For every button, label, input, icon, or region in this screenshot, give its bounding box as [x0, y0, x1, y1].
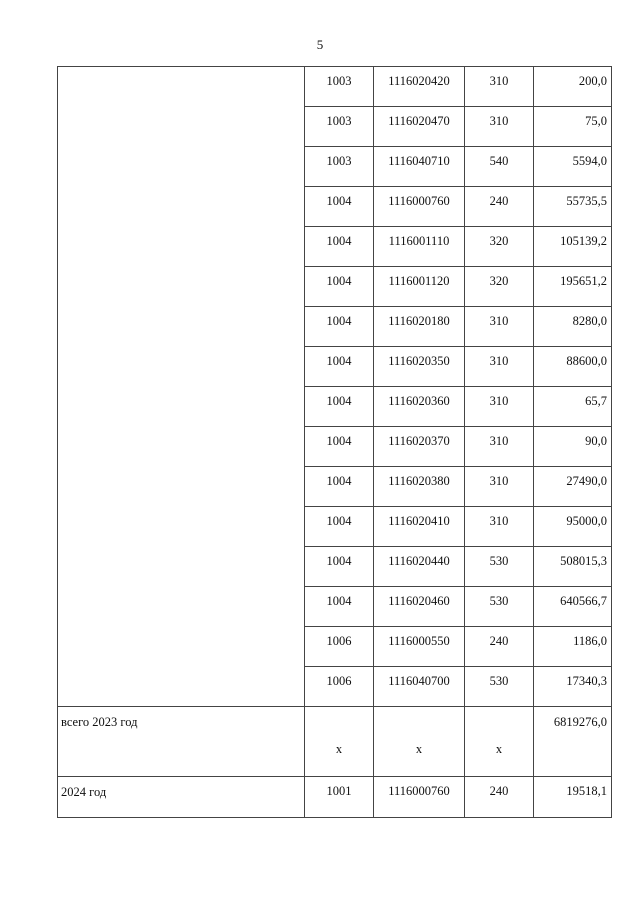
budget-table [57, 66, 612, 818]
target-code-cell: 1116020360 [374, 387, 465, 427]
amount-cell: 95000,0 [534, 507, 612, 547]
section-cell: 1006 [305, 667, 374, 707]
amount-cell: 75,0 [534, 107, 612, 147]
target-code-cell: 1116001110 [374, 227, 465, 267]
target-code-cell: 1116020180 [374, 307, 465, 347]
amount-cell: 27490,0 [534, 467, 612, 507]
section-cell: 1004 [305, 227, 374, 267]
section-cell: 1004 [305, 467, 374, 507]
target-code-cell: 1116020420 [374, 67, 465, 107]
target-code-cell: 1116020410 [374, 507, 465, 547]
amount-cell: 195651,2 [534, 267, 612, 307]
target-code-cell: 1116020440 [374, 547, 465, 587]
amount-cell: 90,0 [534, 427, 612, 467]
section-cell: 1004 [305, 347, 374, 387]
expense-type-cell: 530 [465, 667, 534, 707]
amount-cell: 17340,3 [534, 667, 612, 707]
amount-cell: 8280,0 [534, 307, 612, 347]
year-row [58, 777, 612, 818]
expense-type-cell: 310 [465, 307, 534, 347]
section-cell: 1004 [305, 547, 374, 587]
expense-type-cell: 240 [465, 777, 534, 818]
section-cell: 1004 [305, 187, 374, 227]
target-code-cell: 1116001120 [374, 267, 465, 307]
target-code-cell: 1116000550 [374, 627, 465, 667]
year-label: 2024 год [58, 777, 305, 818]
section-cell: 1004 [305, 587, 374, 627]
amount-cell: 88600,0 [534, 347, 612, 387]
section-cell: 1003 [305, 147, 374, 187]
expense-type-cell: 530 [465, 547, 534, 587]
expense-type-cell: 310 [465, 387, 534, 427]
total-code-cell: х [374, 707, 465, 777]
section-cell: 1001 [305, 777, 374, 818]
section-cell: 1004 [305, 507, 374, 547]
table-body [58, 67, 612, 818]
amount-cell: 55735,5 [534, 187, 612, 227]
expense-type-cell: 540 [465, 147, 534, 187]
amount-cell: 200,0 [534, 67, 612, 107]
expense-type-cell: 310 [465, 67, 534, 107]
expense-type-cell: 320 [465, 267, 534, 307]
expense-type-cell: 310 [465, 507, 534, 547]
section-cell: 1006 [305, 627, 374, 667]
expense-type-cell: 310 [465, 467, 534, 507]
expense-type-cell: 310 [465, 347, 534, 387]
section-cell: 1004 [305, 307, 374, 347]
total-amount-cell: 6819276,0 [534, 707, 612, 777]
amount-cell: 105139,2 [534, 227, 612, 267]
total-section-cell: х [305, 707, 374, 777]
target-code-cell: 1116040700 [374, 667, 465, 707]
expense-type-cell: 310 [465, 427, 534, 467]
expense-type-cell: 240 [465, 627, 534, 667]
table-row [58, 67, 612, 107]
target-code-cell: 1116000760 [374, 187, 465, 227]
target-code-cell: 1116020370 [374, 427, 465, 467]
target-code-cell: 1116040710 [374, 147, 465, 187]
expense-type-cell: 320 [465, 227, 534, 267]
section-cell: 1004 [305, 267, 374, 307]
amount-cell: 5594,0 [534, 147, 612, 187]
amount-cell: 508015,3 [534, 547, 612, 587]
section-cell: 1004 [305, 387, 374, 427]
amount-cell: 1186,0 [534, 627, 612, 667]
total-type-cell: х [465, 707, 534, 777]
expense-type-cell: 530 [465, 587, 534, 627]
section-cell: 1003 [305, 67, 374, 107]
target-code-cell: 1116020470 [374, 107, 465, 147]
target-code-cell: 1116020460 [374, 587, 465, 627]
expense-type-cell: 310 [465, 107, 534, 147]
section-cell: 1003 [305, 107, 374, 147]
target-code-cell: 1116020350 [374, 347, 465, 387]
amount-cell: 640566,7 [534, 587, 612, 627]
row-label-empty [58, 67, 305, 707]
total-row [58, 707, 612, 777]
amount-cell: 19518,1 [534, 777, 612, 818]
page-number: 5 [316, 37, 324, 52]
amount-cell: 65,7 [534, 387, 612, 427]
target-code-cell: 1116020380 [374, 467, 465, 507]
expense-type-cell: 240 [465, 187, 534, 227]
section-cell: 1004 [305, 427, 374, 467]
total-label: всего 2023 год [58, 707, 305, 777]
target-code-cell: 1116000760 [374, 777, 465, 818]
